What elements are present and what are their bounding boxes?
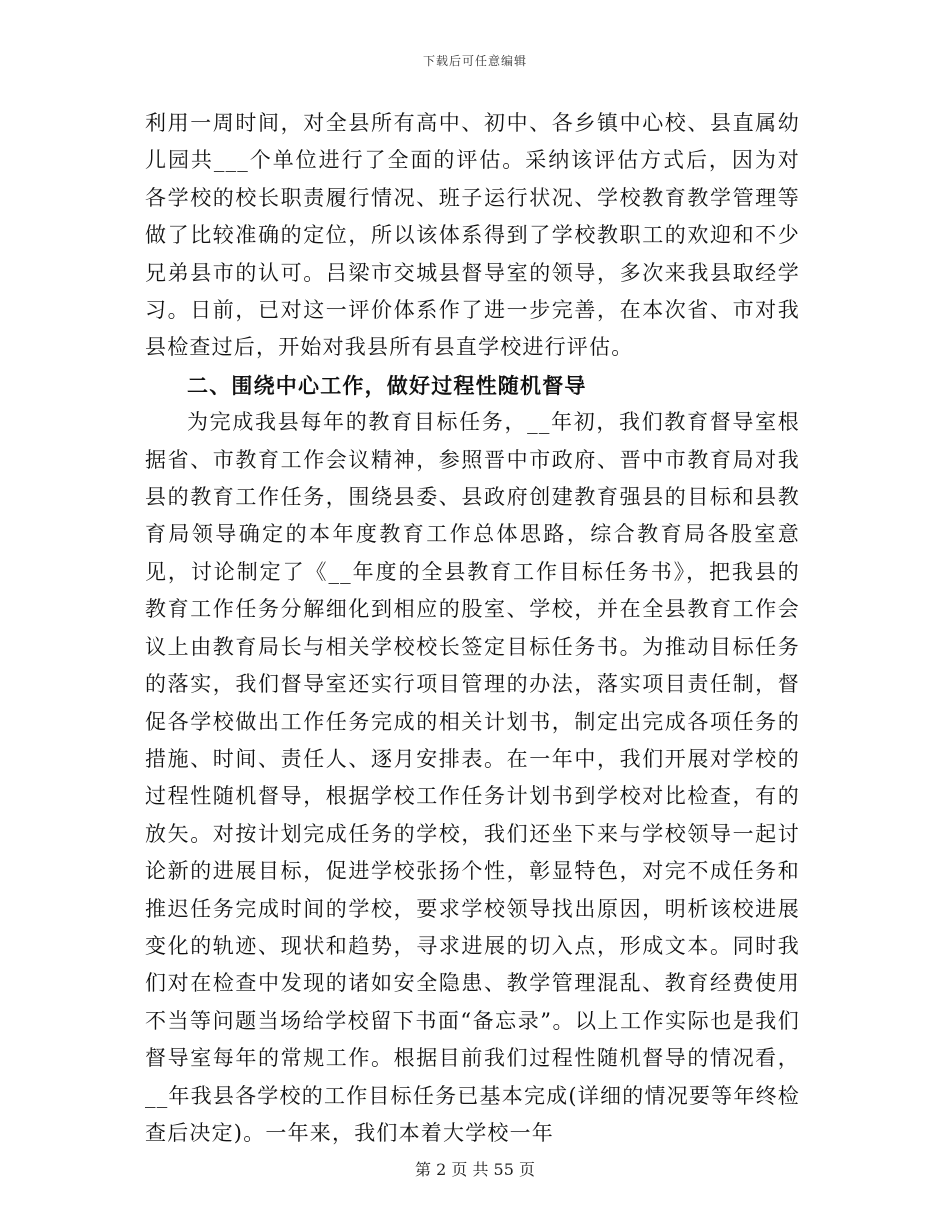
paragraph: 为完成我县每年的教育目标任务，__年初，我们教育督导室根据省、市教育工作会议精神，参照晋中市政府、晋中市教育局对我县的教育工作任务，围绕县委、县政府创建教育强县的目标和县教育局领导确定的本年度教育工作总体思路，综合教育局各股室意见，讨论制定了《__年度的全县教育工作目标任务书》，把我县的教育工作任务分解细化到相应的股室、学校，并在全县教育工作会议上由教育局长与相关学校校长签定目标任务书。为推动目标任务的落实，我们督导室还实行项目管理的办法，落实项目责任制，督促各学校做出工作任务完成的相关计划书，制定出完成各项任务的措施、时间、责任人、逐月安排表。在一年中，我们开展对学校的过程性随机督导，根据学校工作任务计划书到学校对比检查，有的放矢。对按计划完成任务的学校，我们还坐下来与学校领导一起讨论新的进展目标，促进学校张扬个性，彰显特色，对完不成任务和推迟任务完成时间的学校，要求学校领导找出原因，明析该校进展变化的轨迹、现状和趋势，寻求进展的切入点，形成文本。同时我们对在检查中发现的诸如安全隐患、教学管理混乱、教育经费使用不当等问题当场给学校留下书面“备忘录”。以上工作实际也是我们督导室每年的常规工作。根据目前我们过程性随机督导的情况看，__年我县各学校的工作目标任务已基本完成(详细的情况要等年终检查后决定)。一年来，我们本着大学校一年 xyxy=(145,410,800,1145)
header-note: 下载后可任意编辑 xyxy=(422,54,527,68)
section-heading: 二、围绕中心工作，做好过程性随机督导 xyxy=(187,372,587,398)
page-number: 第 2 页 共 55 页 xyxy=(415,1160,535,1179)
paragraph-continued: 利用一周时间，对全县所有高中、初中、各乡镇中心校、县直属幼儿园共___个单位进行了全面的评估。采纳该评估方式后，因为对各学校的校长职责履行情况、班子运行状况、学校教育教学管理等做了比较准确的定位，所以该体系得到了学校教职工的欢迎和不少兄弟县市的认可。吕梁市交城县督导室的领导，多次来我县取经学习。日前，已对这一评价体系作了进一步完善，在本次省、市对我县检查过后，开始对我县所有县直学校进行评估。 xyxy=(145,111,800,360)
document-body xyxy=(145,105,800,1152)
